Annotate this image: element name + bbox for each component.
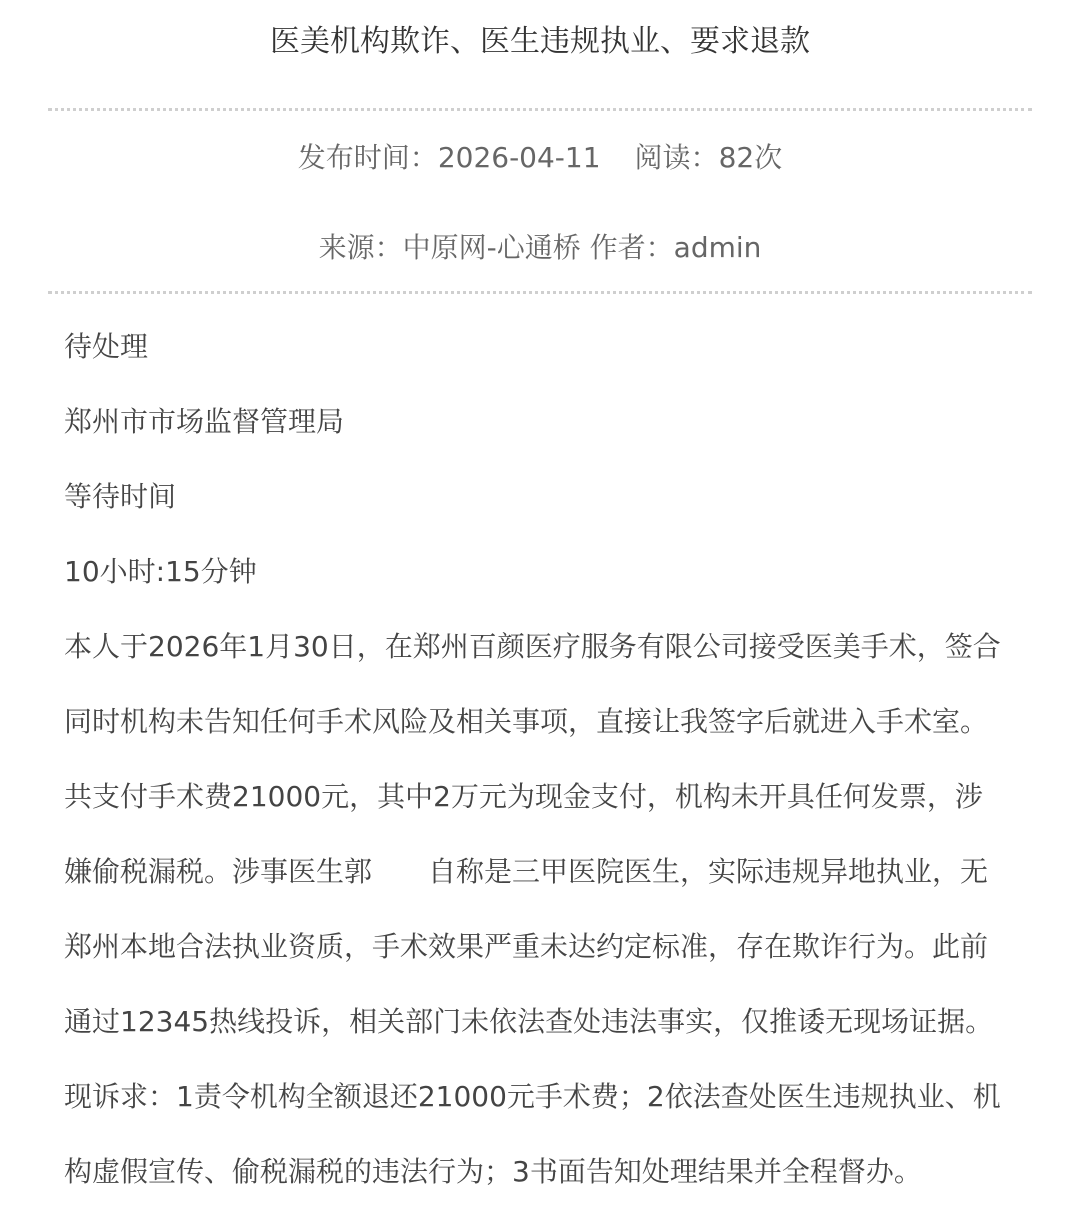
title-divider	[48, 108, 1032, 111]
content-line: 共支付手术费21000元，其中2万元为现金支付，机构未开具任何发票，涉	[64, 780, 983, 813]
source-label: 来源：	[318, 231, 403, 264]
complaint-content	[64, 627, 1020, 1227]
author-name: admin	[673, 231, 762, 264]
publish-date: 2026-04-11	[437, 141, 601, 174]
author-label: 作者：	[589, 231, 674, 264]
content-line: 通过12345热线投诉，相关部门未依法查处违法事实，仅推诿无现场证据。	[64, 1005, 994, 1038]
content-line: 本人于2026年1月30日，在郑州百颜医疗服务有限公司接受医美手术，签合	[64, 630, 1001, 663]
source-meta	[0, 228, 1080, 268]
meta-divider	[48, 291, 1032, 294]
content-line: 郑州本地合法执业资质，手术效果严重未达约定标准，存在欺诈行为。此前	[64, 930, 989, 963]
content-line: 现诉求：1责令机构全额退还21000元手术费；2依法查处医生违规执业、机	[64, 1080, 1001, 1113]
read-count: 82次	[718, 141, 783, 174]
wait-time-value: 10小时:15分钟	[64, 555, 257, 588]
publish-meta	[0, 138, 1080, 178]
content-line: 构虚假宣传、偷税漏税的违法行为；3书面告知处理结果并全程督办。	[64, 1155, 922, 1188]
content-line: 嫌偷税漏税。涉事医生郭 自称是三甲医院医生，实际违规异地执业，无	[64, 855, 989, 888]
department-name: 郑州市市场监督管理局	[64, 405, 345, 438]
publish-label: 发布时间：	[297, 141, 438, 174]
status-text: 待处理	[64, 330, 149, 363]
source-name: 中原网-心通桥	[402, 231, 581, 264]
content-line: 同时机构未告知任何手术风险及相关事项，直接让我签字后就进入手术室。	[64, 705, 989, 738]
wait-time-label: 等待时间	[64, 480, 177, 513]
read-label: 阅读：	[634, 141, 719, 174]
article-title: 医美机构欺诈、医生违规执业、要求退款	[270, 24, 810, 59]
